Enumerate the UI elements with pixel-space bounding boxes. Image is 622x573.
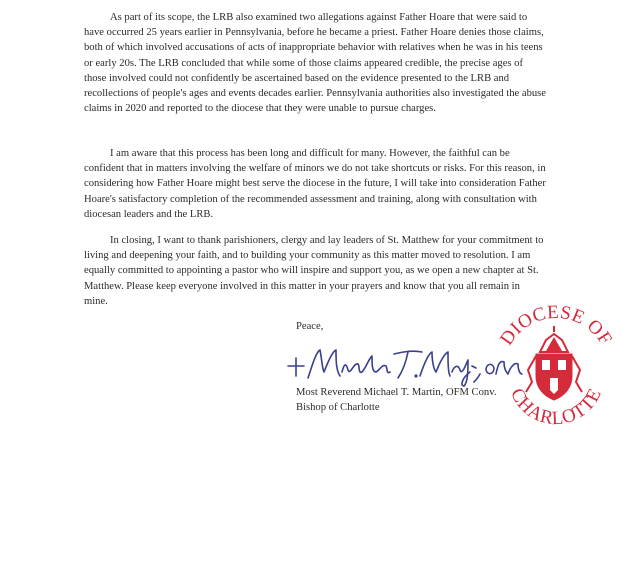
- body-paragraph-1: As part of its scope, the LRB also examined two allegations against Father Hoare that were said to have occurred 25 years earlier in Pennsylvania, before he became a priest. Father Hoare denies those claims, both of which involved accusations of acts of inappropriate behavior with relatives when he was in his teens or early 20s. The LRB concluded that while some of those claims appeared credible, the precise ages of those involved could not confidently be ascertained based on the evidence presented to the LRB and recollections of people's ages and events decades earlier. Pennsylvania authorities also investigated the abuse claims in 2020 and reported to the diocese that they were unable to pursue charges.: [84, 12, 546, 115]
- body-paragraph-2: I am aware that this process has been long and difficult for many. However, the faithful can be confident that in matters involving the welfare of minors we do not take shortcuts or risks. For this reason, in considering how Father Hoare might best serve the diocese in the future, I will take into consideration Father Hoare's satisfactory completion of the recommended assessment and training, along with consultation with diocesan leaders and the LRB.: [84, 148, 546, 220]
- svg-text:CHARLOTTE: CHARLOTTE: [505, 384, 606, 430]
- signer-name: Most Reverend Michael T. Martin, OFM Conv.: [296, 387, 497, 398]
- signer-title: Bishop of Charlotte: [296, 402, 380, 413]
- body-paragraph-3: In closing, I want to thank parishioners, clergy and lay leaders of St. Matthew for your commitment to living and deepening your faith, and to building your community as this matter moved to resolution. I am equally committed to appointing a pastor who will inspire and support you, as we open a new chapter at St. Matthew. Please keep everyone involved in this matter in your prayers and know that you all remain in mine.: [84, 235, 544, 307]
- diocese-seal-stamp: [486, 296, 622, 432]
- closing-salutation: Peace,: [296, 321, 324, 332]
- svg-text:DIOCESE OF: DIOCESE OF: [496, 301, 617, 350]
